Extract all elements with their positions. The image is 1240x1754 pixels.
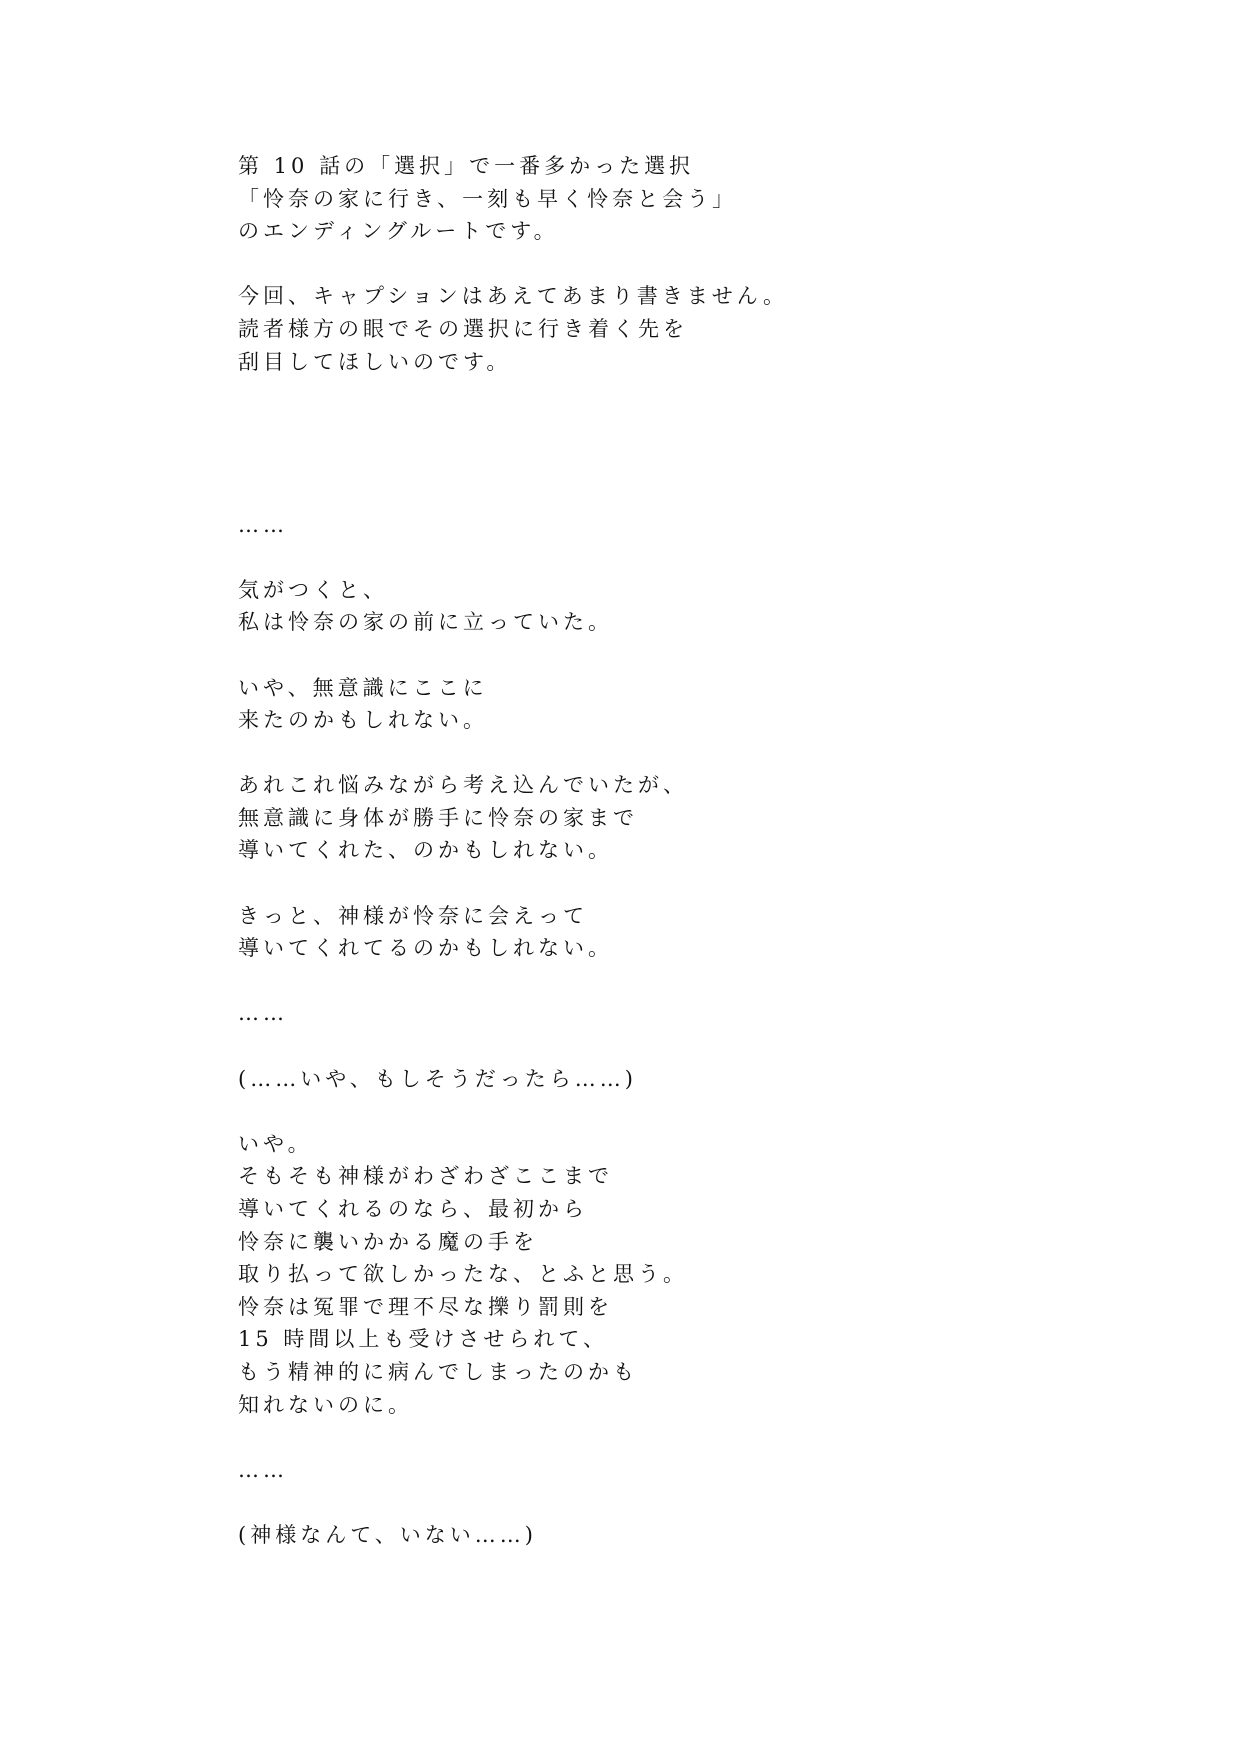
- blank-line: [238, 541, 1058, 574]
- text-line: のエンディングルートです。: [238, 219, 559, 244]
- text-line: そもそも神様がわざわざここまで: [238, 1164, 613, 1189]
- blank-line: [238, 639, 1058, 672]
- body-text: [238, 150, 1058, 1552]
- text-line: (……いや、もしそうだったら……): [238, 1066, 637, 1091]
- text-line: きっと、神様が怜奈に会えって: [238, 903, 588, 928]
- text-line: 読者様方の眼でその選択に行き着く先を: [238, 316, 688, 341]
- text-line: 導いてくれた、のかもしれない。: [238, 838, 613, 863]
- blank-line: [238, 1486, 1058, 1519]
- text-line: 気がつくと、: [238, 577, 388, 602]
- text-line: 無意識に身体が勝手に怜奈の家まで: [238, 805, 638, 830]
- text-line: 導いてくれてるのかもしれない。: [238, 936, 613, 961]
- text-line: 知れないのに。: [238, 1392, 413, 1417]
- text-line: 15 時間以上も受けさせられて、: [238, 1327, 608, 1352]
- blank-line: [238, 737, 1058, 770]
- blank-line: [238, 1095, 1058, 1128]
- text-line: 今回、キャプションはあえてあまり書きません。: [238, 284, 788, 309]
- text-line: 怜奈は冤罪で理不尽な擽り罰則を: [238, 1294, 613, 1319]
- blank-line: [238, 1421, 1058, 1454]
- text-line: 導いてくれるのなら、最初から: [238, 1197, 588, 1221]
- blank-line: [238, 378, 1058, 411]
- text-line: もう精神的に病んでしまったのかも: [238, 1359, 638, 1384]
- text-line: 来たのかもしれない。: [238, 708, 488, 733]
- text-line: いや。: [238, 1131, 313, 1156]
- text-line: 私は怜奈の家の前に立っていた。: [238, 610, 613, 635]
- ellipsis-line: ……: [238, 1001, 288, 1026]
- blank-line: [238, 867, 1058, 900]
- text-line: いや、無意識にここに: [238, 675, 488, 700]
- ellipsis-line: ……: [238, 1457, 288, 1482]
- text-line: あれこれ悩みながら考え込んでいたが、: [238, 773, 688, 798]
- blank-line: [238, 1030, 1058, 1063]
- text-line: (神様なんて、いない……): [238, 1522, 537, 1547]
- blank-line: [238, 476, 1058, 509]
- ellipsis-line: ……: [238, 512, 288, 537]
- text-line: 取り払って欲しかったな、とふと思う。: [238, 1262, 688, 1287]
- text-line: 刮目してほしいのです。: [238, 349, 512, 374]
- blank-line: [238, 965, 1058, 998]
- text-line: 「怜奈の家に行き、一刻も早く怜奈と会う」: [238, 186, 738, 211]
- text-line: 怜奈に襲いかかる魔の手を: [238, 1229, 538, 1254]
- blank-line: [238, 443, 1058, 476]
- blank-line: [238, 411, 1058, 444]
- blank-line: [238, 248, 1058, 281]
- text-line: 第 10 話の「選択」で一番多かった選択: [238, 154, 695, 178]
